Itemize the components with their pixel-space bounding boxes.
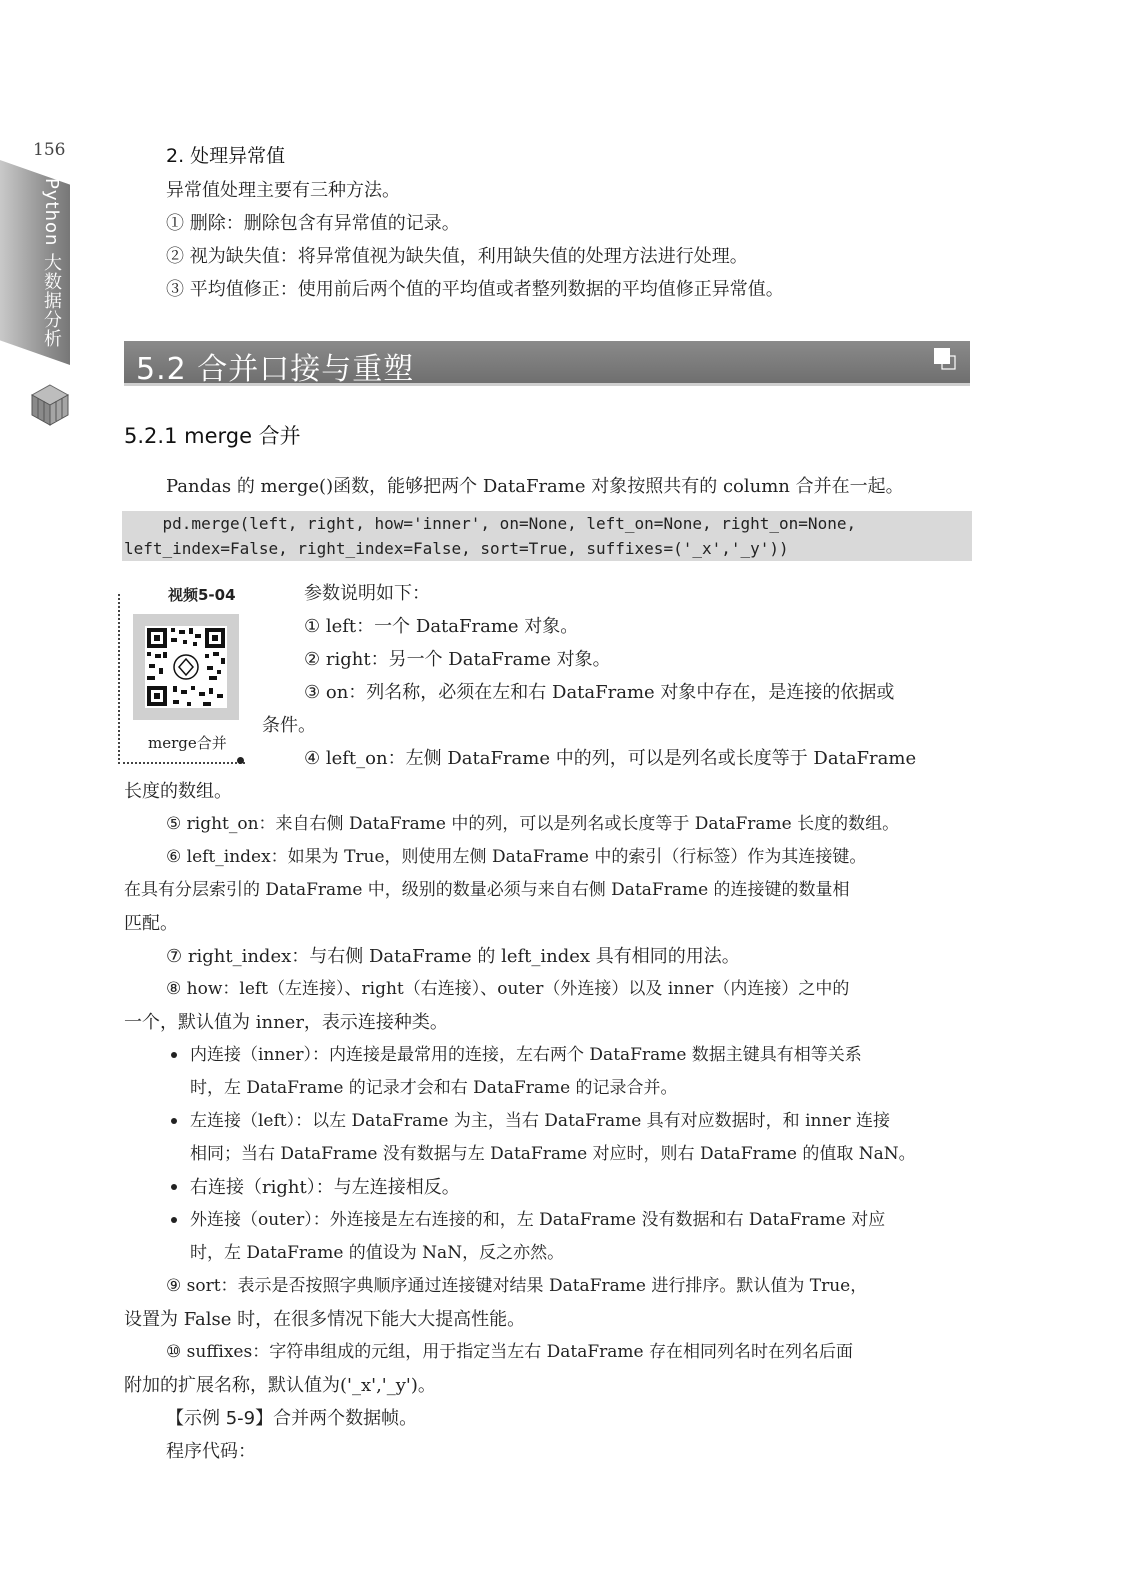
cube-logo-icon	[28, 383, 72, 427]
page-number: 156	[33, 140, 66, 160]
param-item: ⑥ left_index：如果为 True，则使用左侧 DataFrame 中的索引（行标签）作为其连接键。	[166, 847, 867, 867]
outlier-intro: 异常值处理主要有三种方法。	[166, 180, 400, 201]
param-item-cont: 长度的数组。	[124, 781, 232, 802]
param-item: ③ on：列名称，必须在左和右 DataFrame 对象中存在，是连接的依据或	[304, 682, 895, 703]
param-item-cont: 一个，默认值为 inner，表示连接种类。	[124, 1012, 448, 1033]
param-item: ⑩ suffixes：字符串组成的元组，用于指定当左右 DataFrame 存在相同列名时在列名后面	[166, 1342, 853, 1362]
params-heading: 参数说明如下：	[304, 583, 430, 604]
param-item: ② right：另一个 DataFrame 对象。	[304, 649, 611, 670]
bullet-item: 右连接（right）：与左连接相反。	[190, 1177, 460, 1198]
param-item-cont: 匹配。	[124, 913, 178, 934]
bullet-icon	[171, 1217, 177, 1223]
outlier-item: ③ 平均值修正：使用前后两个值的平均值或者整列数据的平均值修正异常值。	[166, 279, 784, 300]
outlier-heading: 2. 处理异常值	[166, 145, 286, 167]
param-item: ⑤ right_on：来自右侧 DataFrame 中的列，可以是列名或长度等于 DataFrame 长度的数组。	[166, 814, 900, 834]
corner-square-icon	[934, 348, 956, 370]
merge-intro: Pandas 的 merge()函数，能够把两个 DataFrame 对象按照共有的 column 合并在一起。	[166, 476, 904, 497]
bullet-icon	[171, 1184, 177, 1190]
dot-icon	[237, 757, 244, 764]
bullet-item: 内连接（inner）：内连接是最常用的连接，左右两个 DataFrame 数据主键具有相等关系	[190, 1045, 862, 1065]
param-item: ⑨ sort：表示是否按照字典顺序通过连接键对结果 DataFrame 进行排序。默认值为 True，	[166, 1276, 868, 1296]
code-block	[122, 511, 972, 561]
code-label: 程序代码：	[166, 1441, 256, 1462]
param-item: ⑦ right_index：与右侧 DataFrame 的 left_index 具有相同的用法。	[166, 946, 740, 967]
bullet-item-cont: 时，左 DataFrame 的值设为 NaN，反之亦然。	[190, 1243, 565, 1263]
param-item-cont: 在具有分层索引的 DataFrame 中，级别的数量必须与来自右侧 DataFrame 的连接键的数量相	[124, 880, 850, 900]
example-line	[166, 1402, 417, 1435]
side-tab-label: Python 大数据分析	[41, 178, 62, 349]
bullet-icon	[171, 1118, 177, 1124]
bullet-item: 外连接（outer）：外连接是左右连接的和，左 DataFrame 没有数据和右 DataFrame 对应	[190, 1210, 886, 1230]
param-item: ⑧ how：left（左连接）、right（右连接）、outer（外连接）以及 inner（内连接）之中的	[166, 979, 850, 999]
qr-code-icon[interactable]	[133, 614, 239, 720]
param-item: ① left：一个 DataFrame 对象。	[304, 616, 579, 637]
param-item: ④ left_on：左侧 DataFrame 中的列，可以是列名或长度等于 DataFrame	[304, 748, 917, 769]
subsection-title: 5.2.1 merge 合并	[124, 424, 301, 448]
code-line: left_index=False, right_index=False, sort=True, suffixes=('_x','_y'))	[124, 539, 789, 558]
outlier-item: ① 删除：删除包含有异常值的记录。	[166, 213, 460, 234]
param-item-cont: 附加的扩展名称，默认值为('_x','_y')。	[124, 1375, 436, 1396]
bullet-icon	[171, 1052, 177, 1058]
example-text: 合并两个数据帧。	[273, 1408, 418, 1429]
section-title: 5.2 合并口接与重塑	[136, 352, 415, 387]
code-line: pd.merge(left, right, how='inner', on=None, left_on=None, right_on=None,	[124, 514, 857, 533]
video-label: merge合并	[148, 734, 227, 752]
param-item-cont: 设置为 False 时，在很多情况下能大大提高性能。	[124, 1309, 526, 1330]
param-item-cont: 条件。	[262, 715, 316, 736]
bullet-item-cont: 时，左 DataFrame 的记录才会和右 DataFrame 的记录合并。	[190, 1078, 678, 1098]
video-title: 视频5-04	[168, 586, 236, 604]
bullet-item: 左连接（left）：以左 DataFrame 为主，当右 DataFrame 具有对应数据时，和 inner 连接	[190, 1111, 891, 1131]
example-label: 【示例 5-9】	[166, 1408, 274, 1429]
bullet-item-cont: 相同；当右 DataFrame 没有数据与左 DataFrame 对应时，则右 DataFrame 的值取 NaN。	[190, 1144, 916, 1164]
outlier-item: ② 视为缺失值：将异常值视为缺失值，利用缺失值的处理方法进行处理。	[166, 246, 748, 267]
